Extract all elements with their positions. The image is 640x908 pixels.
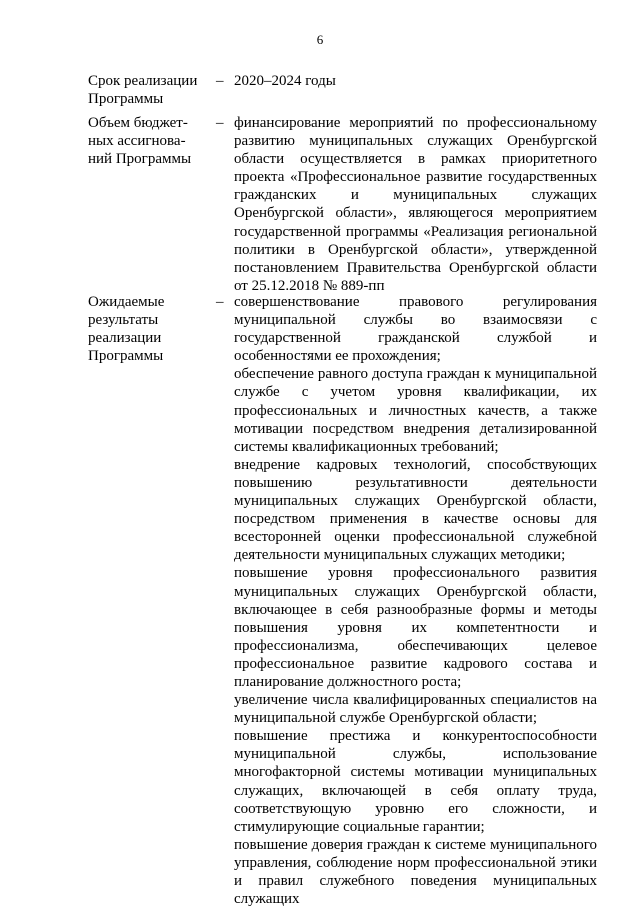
expected-result-item: внедрение кадровых технологий, способствующих повышению результативности деятельности муниципальных служащих Оренбургской области, посредством применения в качестве основы для всесторонней оценки профессиональной служебной деятельности муниципальных служащих методики;	[234, 456, 597, 564]
budget-allocation-dash: –	[216, 115, 224, 131]
expected-result-item: повышение доверия граждан к системе муниципального управления, соблюдение норм профессиональной этики и правил служебного поведения муниципальных служащих	[234, 836, 597, 908]
expected-result-item: повышение престижа и конкурентоспособности муниципальной службы, использование многофакторной системы мотивации муниципальных служащих, включающей в себя оплату труда, соответствующую уровню его сложности, и стимулирующие социальные гарантии;	[234, 728, 597, 835]
program-period-dash: –	[216, 73, 224, 89]
expected-result-item: повышение уровня профессионального развития муниципальных служащих Оренбургской области, включающее в себя разнообразные формы и методы повышения уровня их компетентности и профессионализма, обеспечивающих целевое профессиональное развитие кадрового состава и планирование должностного роста;	[234, 565, 597, 690]
expected-results-dash: –	[216, 294, 224, 310]
expected-result-item: увеличение числа квалифицированных специалистов на муниципальной службе Оренбургской области;	[234, 692, 597, 727]
expected-results-list	[234, 293, 597, 908]
page-number: 6	[316, 32, 324, 47]
expected-result-item: обеспечение равного доступа граждан к муниципальной службе с учетом уровня квалификации, их профессиональных и личностных качеств, а также мотивации посредством внедрения детализированной системы квалификационных требований;	[234, 366, 597, 455]
program-period-label: Срок реализации Программы	[88, 73, 198, 107]
budget-allocation-label: Объем бюджет- ных ассигнова- ний Программы	[88, 115, 192, 167]
budget-allocation-value: финансирование мероприятий по профессиональному развитию муниципальных служащих Оренбургской области осуществляется в рамках приоритетного проекта «Профессиональное развитие государственных гражданских и муниципальных служащих Оренбургской области», являющегося мероприятием государственной программы «Реализация региональной политики в Оренбургской области», утвержденной постановлением Правительства Оренбургской области от 25.12.2018 № 889-пп	[234, 115, 597, 294]
expected-results-label: Ожидаемые результаты реализации Программы	[88, 294, 165, 364]
program-period-value: 2020–2024 годы	[234, 73, 336, 89]
expected-result-item: совершенствование правового регулирования муниципальной службы во взаимосвязи с государственной гражданской службой и особенностями ее прохождения;	[234, 294, 597, 365]
